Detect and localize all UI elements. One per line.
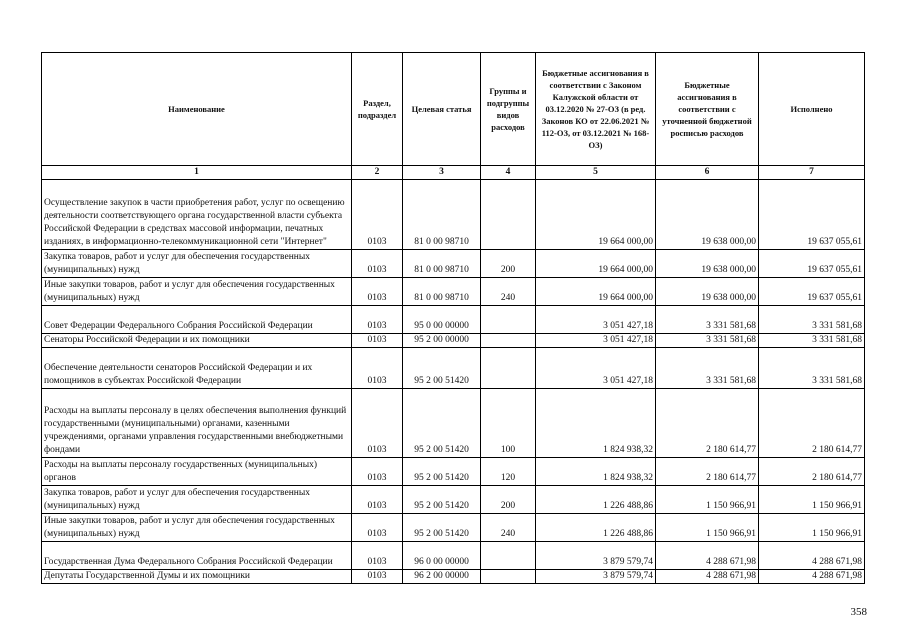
header-group: Группы и подгруппы видов расходов [481, 53, 536, 166]
row-executed: 19 637 055,61 [759, 250, 865, 278]
row-executed: 3 331 581,68 [759, 334, 865, 348]
row-name: Иные закупки товаров, работ и услуг для обеспечения государственных (муниципальных) нужд [42, 514, 352, 542]
row-executed: 3 331 581,68 [759, 306, 865, 334]
row-section: 0103 [352, 306, 403, 334]
row-executed: 19 637 055,61 [759, 278, 865, 306]
header-target: Целевая статья [403, 53, 481, 166]
row-assigned: 3 051 427,18 [536, 348, 656, 389]
row-name: Закупка товаров, работ и услуг для обеспечения государственных (муниципальных) нужд [42, 486, 352, 514]
row-target: 81 0 00 98710 [403, 180, 481, 250]
table-row [42, 570, 865, 584]
row-name: Закупка товаров, работ и услуг для обеспечения государственных (муниципальных) нужд [42, 250, 352, 278]
row-refined: 2 180 614,77 [656, 458, 759, 486]
row-group [481, 334, 536, 348]
row-section: 0103 [352, 389, 403, 458]
column-number: 4 [481, 166, 536, 180]
column-number: 3 [403, 166, 481, 180]
table-row [42, 306, 865, 334]
row-assigned: 19 664 000,00 [536, 180, 656, 250]
header-refined: Бюджетные ассигнования в соответствии с уточненной бюджетной росписью расходов [656, 53, 759, 166]
table-row [42, 458, 865, 486]
row-target: 95 0 00 00000 [403, 306, 481, 334]
row-group [481, 542, 536, 570]
row-refined: 1 150 966,91 [656, 514, 759, 542]
row-assigned: 19 664 000,00 [536, 250, 656, 278]
column-number: 6 [656, 166, 759, 180]
row-executed: 19 637 055,61 [759, 180, 865, 250]
row-section: 0103 [352, 334, 403, 348]
row-refined: 1 150 966,91 [656, 486, 759, 514]
header-assigned: Бюджетные ассигнования в соответствии с Законом Калужской области от 03.12.2020 № 27-ОЗ (в ред. Законов КО от 22.06.2021 № 112-ОЗ, от 03.12.2021 № 168-ОЗ) [536, 53, 656, 166]
row-executed: 1 150 966,91 [759, 514, 865, 542]
table-row [42, 514, 865, 542]
row-refined: 2 180 614,77 [656, 389, 759, 458]
row-target: 96 2 00 00000 [403, 570, 481, 584]
row-name: Государственная Дума Федерального Собрания Российской Федерации [42, 542, 352, 570]
row-refined: 4 288 671,98 [656, 542, 759, 570]
row-refined: 3 331 581,68 [656, 348, 759, 389]
row-name: Иные закупки товаров, работ и услуг для обеспечения государственных (муниципальных) нужд [42, 278, 352, 306]
row-section: 0103 [352, 250, 403, 278]
row-executed: 4 288 671,98 [759, 570, 865, 584]
row-section: 0103 [352, 348, 403, 389]
row-assigned: 1 226 488,86 [536, 514, 656, 542]
row-assigned: 1 824 938,32 [536, 389, 656, 458]
column-number: 7 [759, 166, 865, 180]
row-refined: 19 638 000,00 [656, 180, 759, 250]
row-assigned: 3 879 579,74 [536, 542, 656, 570]
row-name: Расходы на выплаты персоналу государственных (муниципальных) органов [42, 458, 352, 486]
row-group: 240 [481, 278, 536, 306]
row-name: Осуществление закупок в части приобретения работ, услуг по освещению деятельности соответствующего органа государственной власти субъекта Российской Федерации в средствах массовой информации, печатных изданиях, в информационно-телекоммуникационной сети "Интернет" [42, 180, 352, 250]
row-name: Депутаты Государственной Думы и их помощники [42, 570, 352, 584]
row-name: Расходы на выплаты персоналу в целях обеспечения выполнения функций государственными (муниципальными) органами, казенными учреждениями, органами управления государственными внебюджетными фондами [42, 389, 352, 458]
row-section: 0103 [352, 180, 403, 250]
row-section: 0103 [352, 570, 403, 584]
row-group [481, 348, 536, 389]
table-row [42, 542, 865, 570]
row-assigned: 19 664 000,00 [536, 278, 656, 306]
table-row [42, 486, 865, 514]
row-section: 0103 [352, 278, 403, 306]
column-number-row [42, 166, 865, 180]
row-refined: 3 331 581,68 [656, 334, 759, 348]
row-executed: 2 180 614,77 [759, 389, 865, 458]
row-target: 81 0 00 98710 [403, 250, 481, 278]
header-executed: Исполнено [759, 53, 865, 166]
column-number: 2 [352, 166, 403, 180]
table-body [42, 180, 865, 584]
row-group: 200 [481, 486, 536, 514]
header-name: Наименование [42, 53, 352, 166]
row-name: Сенаторы Российской Федерации и их помощники [42, 334, 352, 348]
row-refined: 3 331 581,68 [656, 306, 759, 334]
table-row [42, 278, 865, 306]
row-refined: 4 288 671,98 [656, 570, 759, 584]
row-executed: 4 288 671,98 [759, 542, 865, 570]
row-target: 95 2 00 51420 [403, 458, 481, 486]
row-target: 95 2 00 51420 [403, 389, 481, 458]
row-target: 95 2 00 51420 [403, 348, 481, 389]
row-section: 0103 [352, 458, 403, 486]
table-row [42, 250, 865, 278]
row-target: 95 2 00 00000 [403, 334, 481, 348]
row-target: 95 2 00 51420 [403, 514, 481, 542]
row-assigned: 3 051 427,18 [536, 334, 656, 348]
row-assigned: 1 824 938,32 [536, 458, 656, 486]
header-row [42, 53, 865, 166]
page-number: 358 [850, 606, 867, 618]
row-section: 0103 [352, 486, 403, 514]
row-group [481, 306, 536, 334]
row-section: 0103 [352, 542, 403, 570]
row-group [481, 180, 536, 250]
table-row [42, 180, 865, 250]
row-target: 81 0 00 98710 [403, 278, 481, 306]
row-target: 96 0 00 00000 [403, 542, 481, 570]
column-number: 5 [536, 166, 656, 180]
row-group: 100 [481, 389, 536, 458]
row-group: 200 [481, 250, 536, 278]
row-executed: 3 331 581,68 [759, 348, 865, 389]
row-name: Обеспечение деятельности сенаторов Российской Федерации и их помощников в субъектах Российской Федерации [42, 348, 352, 389]
row-assigned: 1 226 488,86 [536, 486, 656, 514]
table-row [42, 334, 865, 348]
row-group [481, 570, 536, 584]
table-row [42, 348, 865, 389]
row-refined: 19 638 000,00 [656, 278, 759, 306]
row-executed: 1 150 966,91 [759, 486, 865, 514]
row-assigned: 3 879 579,74 [536, 570, 656, 584]
row-refined: 19 638 000,00 [656, 250, 759, 278]
row-group: 120 [481, 458, 536, 486]
table-row [42, 389, 865, 458]
row-name: Совет Федерации Федерального Собрания Российской Федерации [42, 306, 352, 334]
row-executed: 2 180 614,77 [759, 458, 865, 486]
row-group: 240 [481, 514, 536, 542]
header-section: Раздел, подраздел [352, 53, 403, 166]
row-target: 95 2 00 51420 [403, 486, 481, 514]
budget-table [41, 52, 865, 584]
row-assigned: 3 051 427,18 [536, 306, 656, 334]
column-number: 1 [42, 166, 352, 180]
row-section: 0103 [352, 514, 403, 542]
